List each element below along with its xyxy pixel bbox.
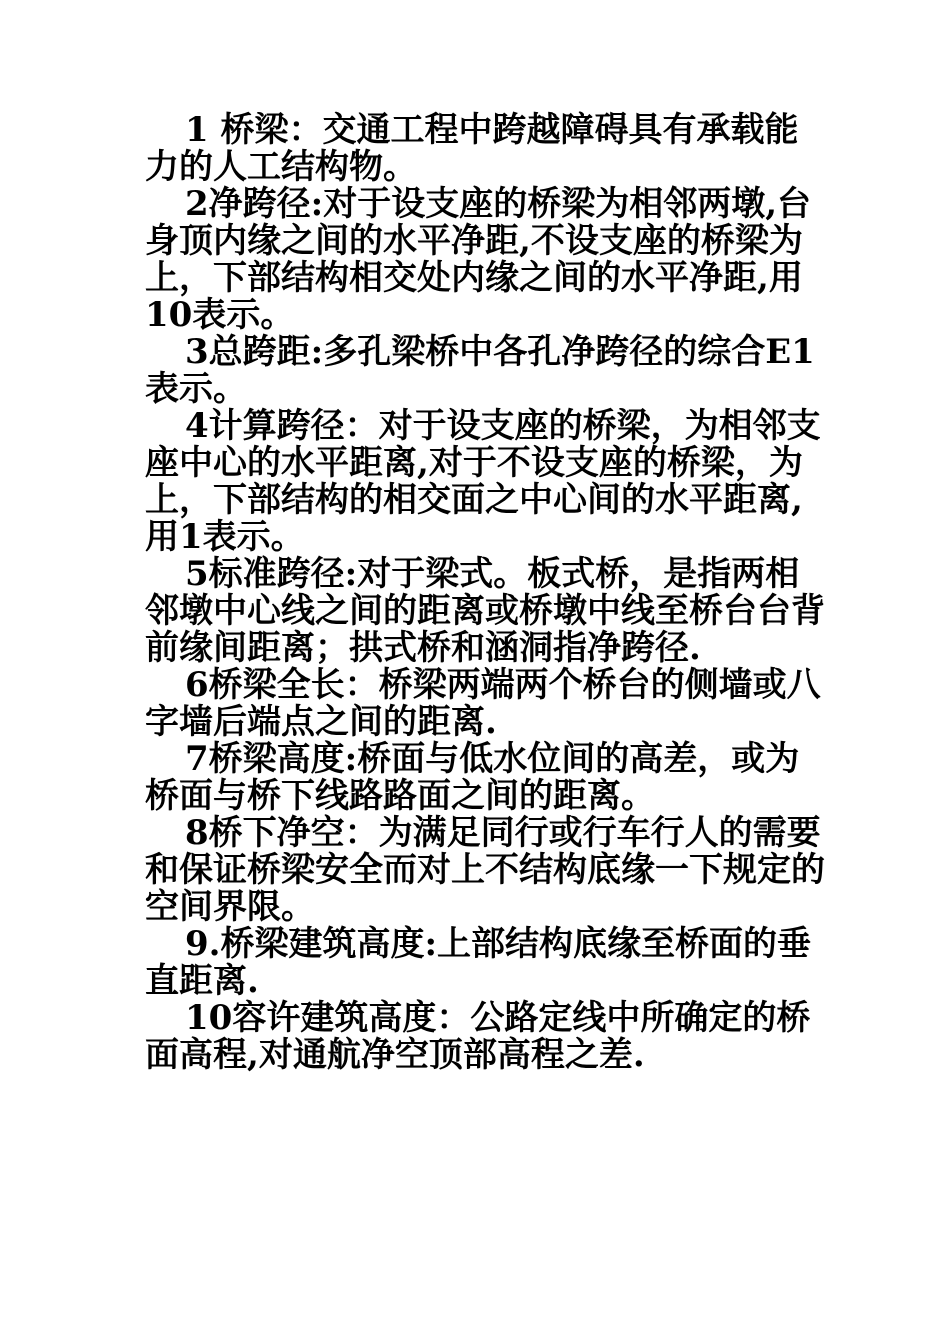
definition-paragraph-3: 3总跨距:多孔梁桥中各孔净跨径的综合E1表示。 bbox=[145, 332, 815, 409]
definition-paragraph-10: 10容许建筑高度：公路定线中所确定的桥面高程,对通航净空顶部高程之差. bbox=[145, 998, 811, 1075]
definition-paragraph-2: 2净跨径:对于设支座的桥梁为相邻两墩,台身顶内缘之间的水平净距,不设支座的桥梁为上，下部结构相交处内缘之间的水平净距,用10表示。 bbox=[145, 184, 812, 335]
document-body bbox=[145, 112, 825, 1074]
definition-paragraph-1: 1 桥梁：交通工程中跨越障碍具有承载能力的人工结构物。 bbox=[145, 110, 799, 187]
definition-paragraph-5: 5标准跨径:对于梁式。板式桥，是指两相邻墩中心线之间的距离或桥墩中线至桥台台背前缘间距离；拱式桥和涵洞指净跨径. bbox=[145, 554, 825, 668]
definition-paragraph-6: 6桥梁全长：桥梁两端两个桥台的侧墙或八字墙后端点之间的距离. bbox=[145, 665, 821, 742]
definition-paragraph-8: 8桥下净空：为满足同行或行车行人的需要和保证桥梁安全而对上不结构底缘一下规定的空间界限。 bbox=[145, 813, 825, 927]
definition-paragraph-7: 7桥梁高度:桥面与低水位间的高差，或为桥面与桥下线路路面之间的距离。 bbox=[145, 739, 800, 816]
definition-paragraph-4: 4计算跨径：对于设支座的桥梁，为相邻支座中心的水平距离,对于不设支座的桥梁，为上，下部结构的相交面之中心间的水平距离,用1表示。 bbox=[145, 406, 821, 557]
definition-paragraph-9: 9.桥梁建筑高度:上部结构底缘至桥面的垂直距离. bbox=[145, 924, 812, 1001]
